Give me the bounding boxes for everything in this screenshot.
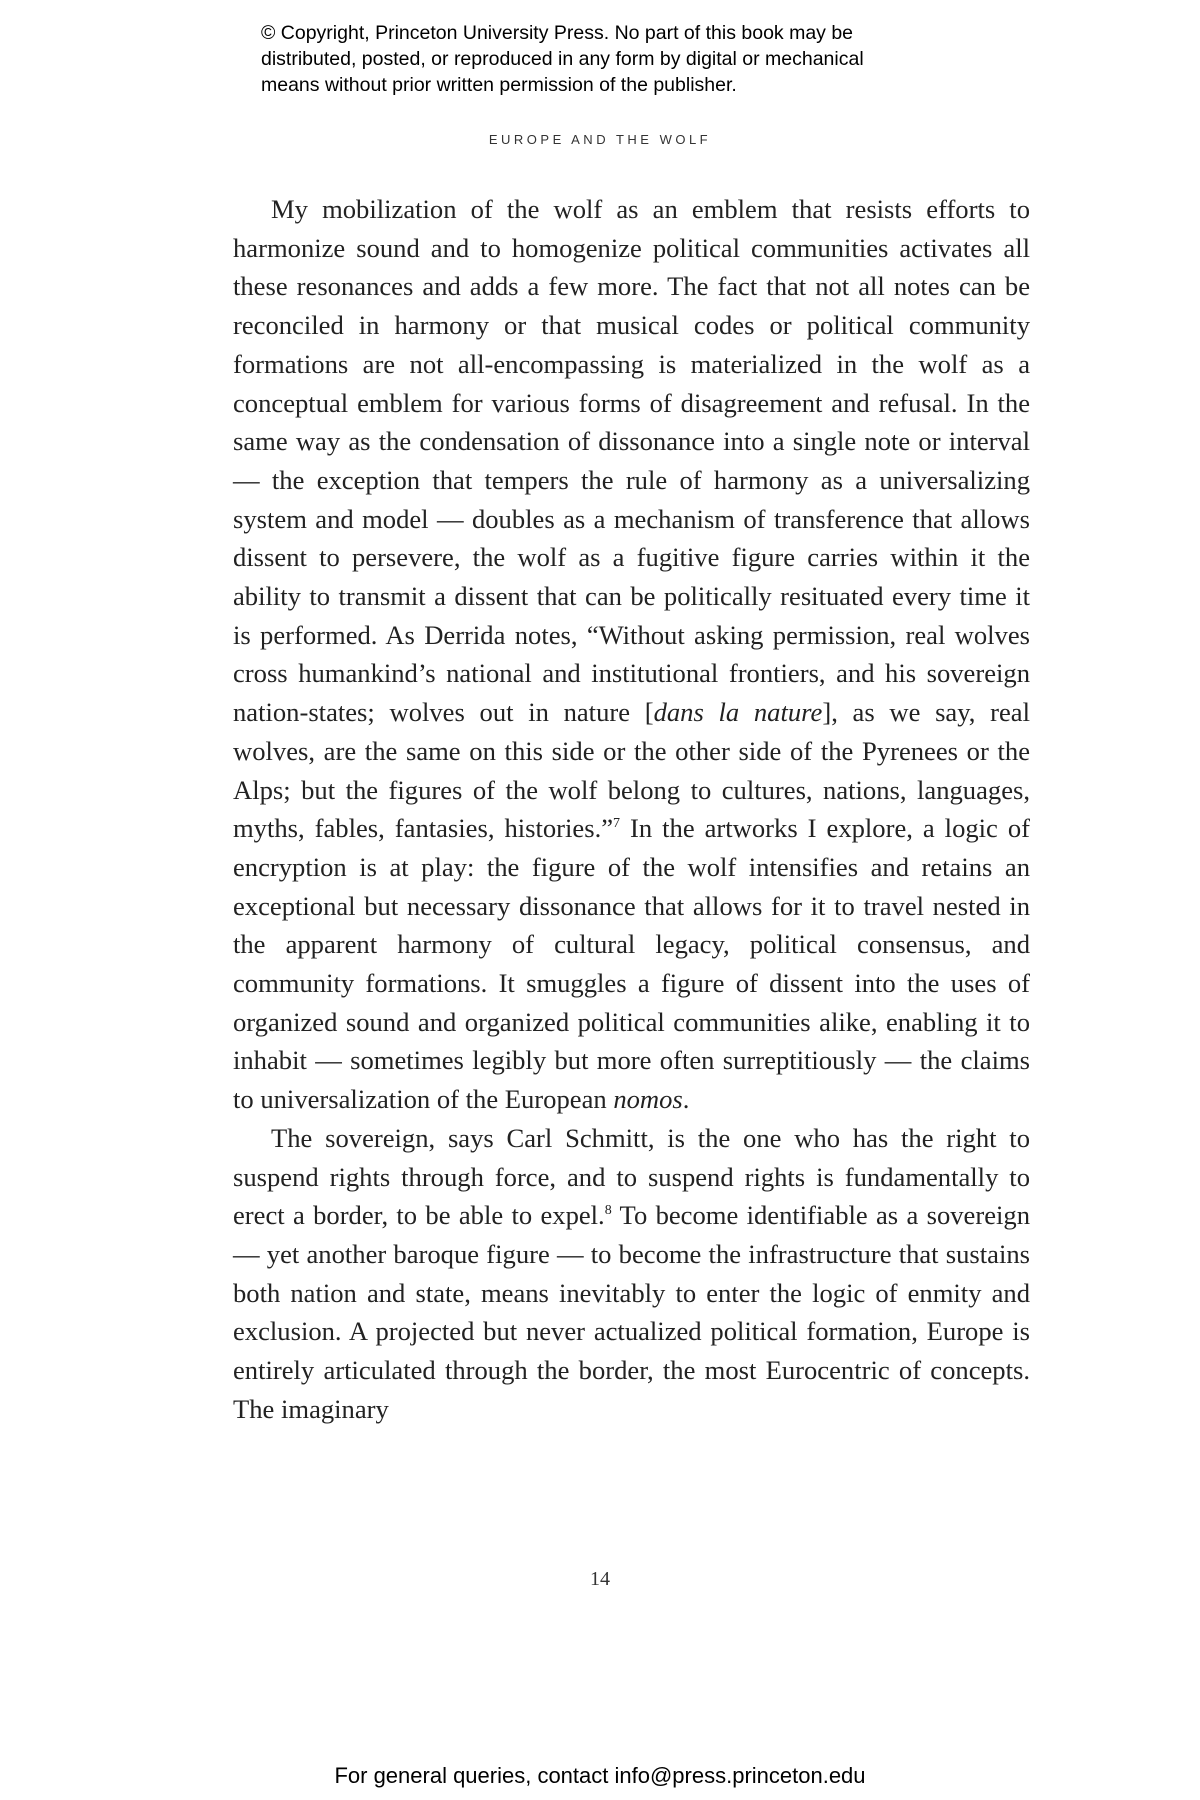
footnote-marker: 8	[604, 1203, 612, 1219]
copyright-line: © Copyright, Princeton University Press. No part of this book may be	[261, 22, 854, 44]
italic-phrase: nomos	[613, 1084, 683, 1115]
body-text	[233, 190, 1030, 1429]
footnote-marker: 7	[613, 816, 621, 832]
paragraph-text: In the artworks I explore, a logic of encryption is at play: the figure of the wolf intensifies and retains an exceptional but necessary dissonance that allows for it to travel nested in the apparent harmony of cultural legacy, political consensus, and community formations. It smuggles a figure of dissent into the uses of organized sound and organized political communities alike, enabling it to inhabit — sometimes legibly but more often surreptitiously — the claims to universalization of the European	[233, 813, 1030, 1115]
copyright-line: distributed, posted, or reproduced in any form by digital or mechanical	[261, 48, 864, 70]
paragraph-text: To become identifiable as a sovereign — yet another baroque figure — to become the infrastructure that sustains both nation and state, means inevitably to enter the logic of enmity and exclusion. A projected but never actualized political formation, Europe is entirely articulated through the border, the most Eurocentric of concepts. The imaginary	[233, 1200, 1030, 1424]
paragraph-text: .	[682, 1084, 690, 1115]
copyright-notice	[261, 20, 1021, 98]
running-head: EUROPE AND THE WOLF	[488, 132, 712, 147]
paragraph-text: The sovereign, says Carl Schmitt, is the one who has the right to suspend rights through force, and to suspend rights is fundamentally to erect a border, to be able to expel.	[233, 1122, 1030, 1231]
page-number: 14	[590, 1568, 610, 1590]
paragraph-text: My mobilization of the wolf as an emblem that resists efforts to harmonize sound and to homogenize political communities activates all these resonances and adds a few more. The fact that not all notes can be reconciled in harmony or that musical codes or political community formations are not all-encompassing is materialized in the wolf as a conceptual emblem for various forms of disagreement and refusal. In the same way as the condensation of dissonance into a single note or interval — the exception that tempers the rule of harmony as a universalizing system and model — doubles as a mechanism of transference that allows dissent to persevere, the wolf as a fugitive figure carries within it the ability to transmit a dissent that can be politically resituated every time it is performed. As Derrida notes, “Without asking permission, real wolves cross humankind’s national and institutional frontiers, and his sovereign nation-states; wolves out in nature [	[233, 194, 1030, 728]
footer-contact: For general queries, contact info@press.princeton.edu	[334, 1763, 866, 1788]
paragraph	[233, 1119, 1030, 1429]
copyright-line: means without prior written permission of the publisher.	[261, 74, 737, 96]
paragraph	[233, 190, 1030, 1119]
paragraph-text: ], as we say, real wolves, are the same on this side or the other side of the Pyrenees or the Alps; but the figures of the wolf belong to cultures, nations, languages, myths, fables, fantasies, histories.”	[233, 697, 1031, 844]
italic-phrase: dans la nature	[653, 697, 823, 728]
